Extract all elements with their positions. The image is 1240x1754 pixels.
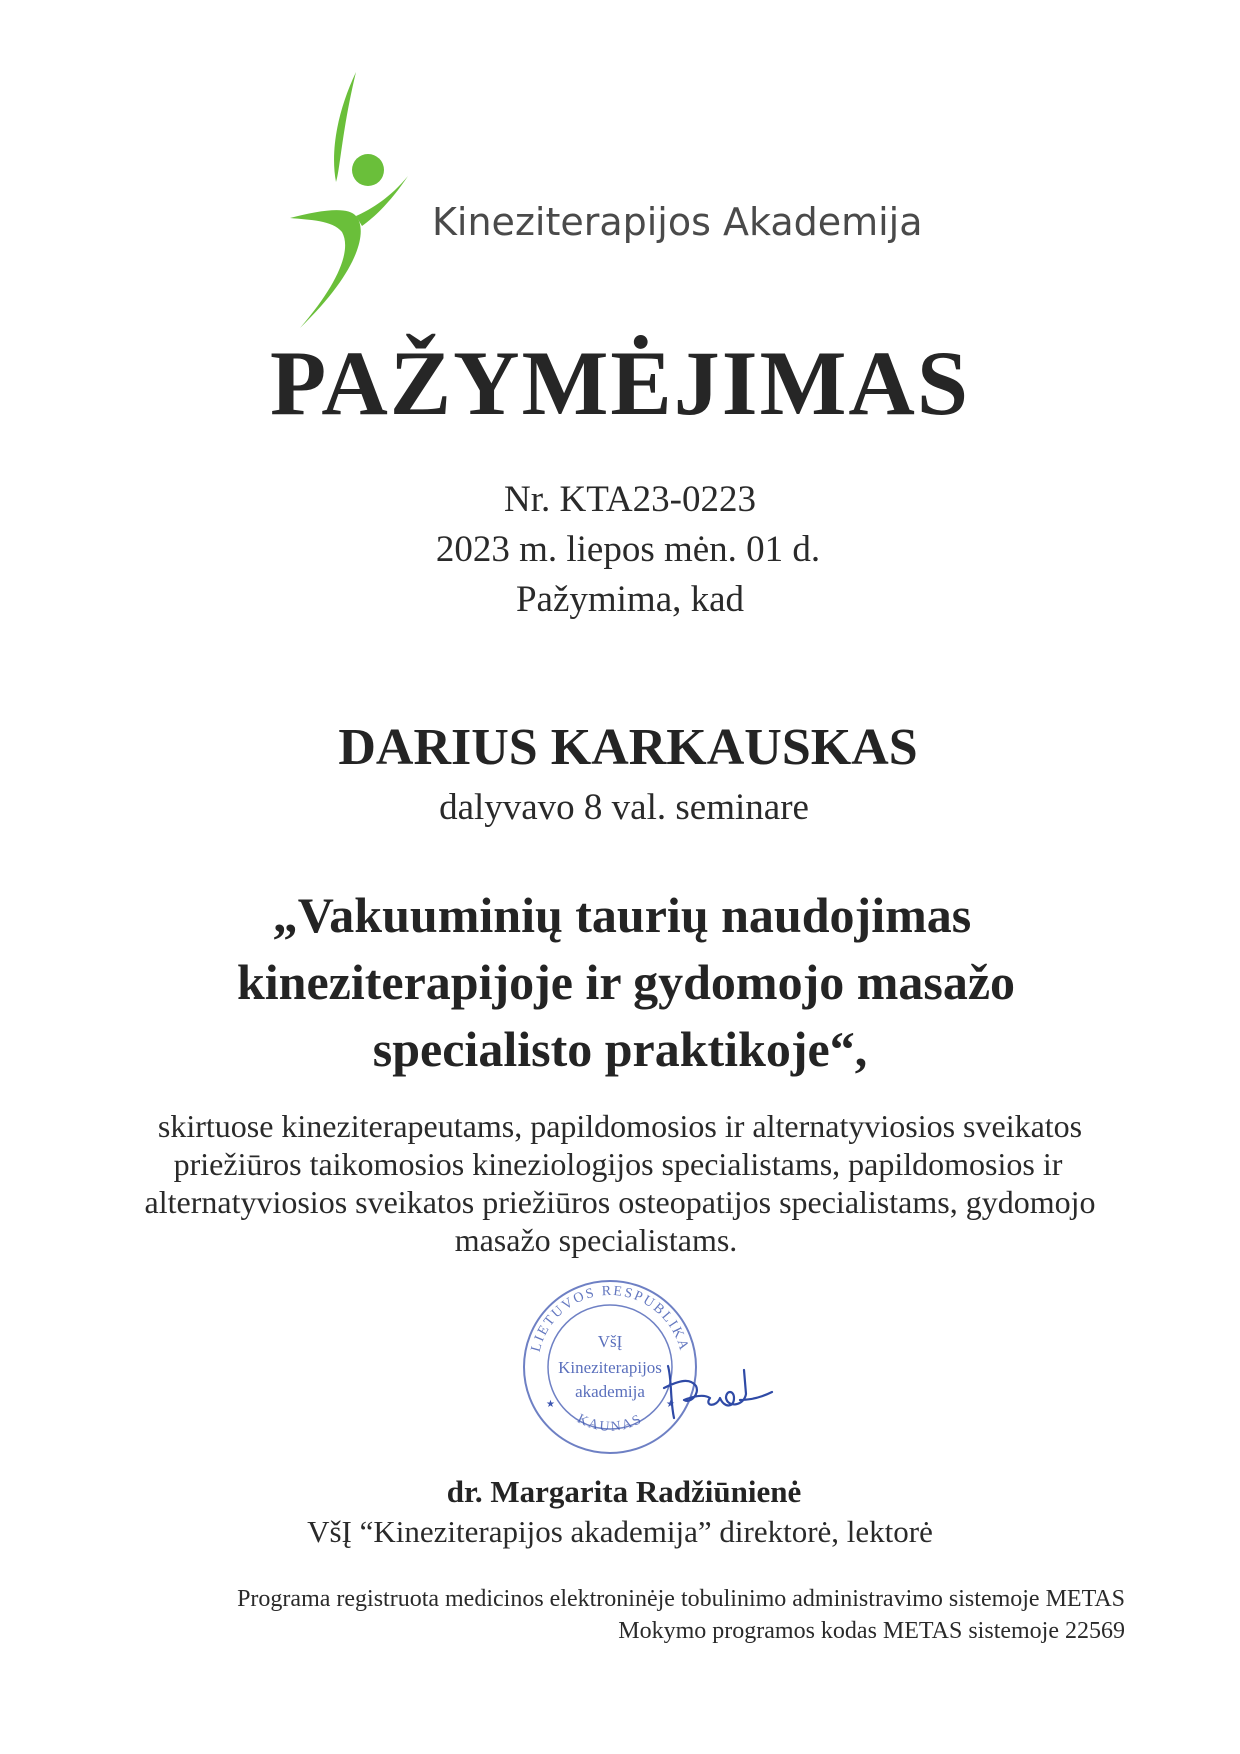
signer-name: dr. Margarita Radžiūnienė (446, 1474, 802, 1509)
stamp-line-3: akademija (575, 1382, 645, 1401)
stamp-outer-top: LIETUVOS RESPUBLIKA (528, 1283, 692, 1354)
svg-text:★: ★ (546, 1399, 555, 1410)
recipient-name: DARIUS KARKAUSKAS (338, 719, 918, 776)
stamp-line-1: VšĮ (597, 1332, 623, 1351)
signer-role: VšĮ “Kineziterapijos akademija” direktorė, lektorė (307, 1514, 933, 1549)
certificate-date: 2023 m. liepos mėn. 01 d. (435, 529, 821, 570)
audience-line: alternatyviosios sveikatos priežiūros osteopatijos specialistams, gydomojo (144, 1184, 1096, 1220)
seminar-title-line: „Vakuuminių taurių naudojimas (272, 887, 972, 943)
stamp-outer-bottom: KAUNAS (574, 1411, 646, 1435)
stamp-line-2: Kineziterapijos (558, 1358, 662, 1377)
svg-text:KAUNAS (575, 1412, 646, 1435)
certificate-number: Nr. KTA23-0223 (504, 479, 756, 520)
footer-registration-line: Programa registruota medicinos elektroninėje tobulinimo administravimo sistemoje METAS (237, 1586, 1125, 1612)
certificate-phrase: Pažymima, kad (515, 579, 745, 620)
participation-text: dalyvavo 8 val. seminare (439, 787, 809, 828)
svg-text:★: ★ (666, 1399, 675, 1410)
audience-line: skirtuose kineziterapeutams, papildomosios ir alternatyviosios sveikatos (157, 1108, 1083, 1144)
audience-line: masažo specialistams. (454, 1222, 738, 1258)
logo-text: Kineziterapijos Akademija (432, 200, 923, 244)
seminar-title-line: specialisto praktikoje“, (372, 1021, 868, 1077)
seminar-title-line: kineziterapijoje ir gydomojo masažo (236, 954, 1016, 1010)
logo-figure-icon (290, 70, 440, 340)
audience-line: priežiūros taikomosios kineziologijos specialistams, papildomosios ir (173, 1146, 1063, 1182)
signature-mark (660, 1360, 775, 1425)
document-title: PAŽYMĖJIMAS (269, 332, 971, 434)
footer-program-code-line: Mokymo programos kodas METAS sistemoje 22569 (618, 1618, 1125, 1644)
